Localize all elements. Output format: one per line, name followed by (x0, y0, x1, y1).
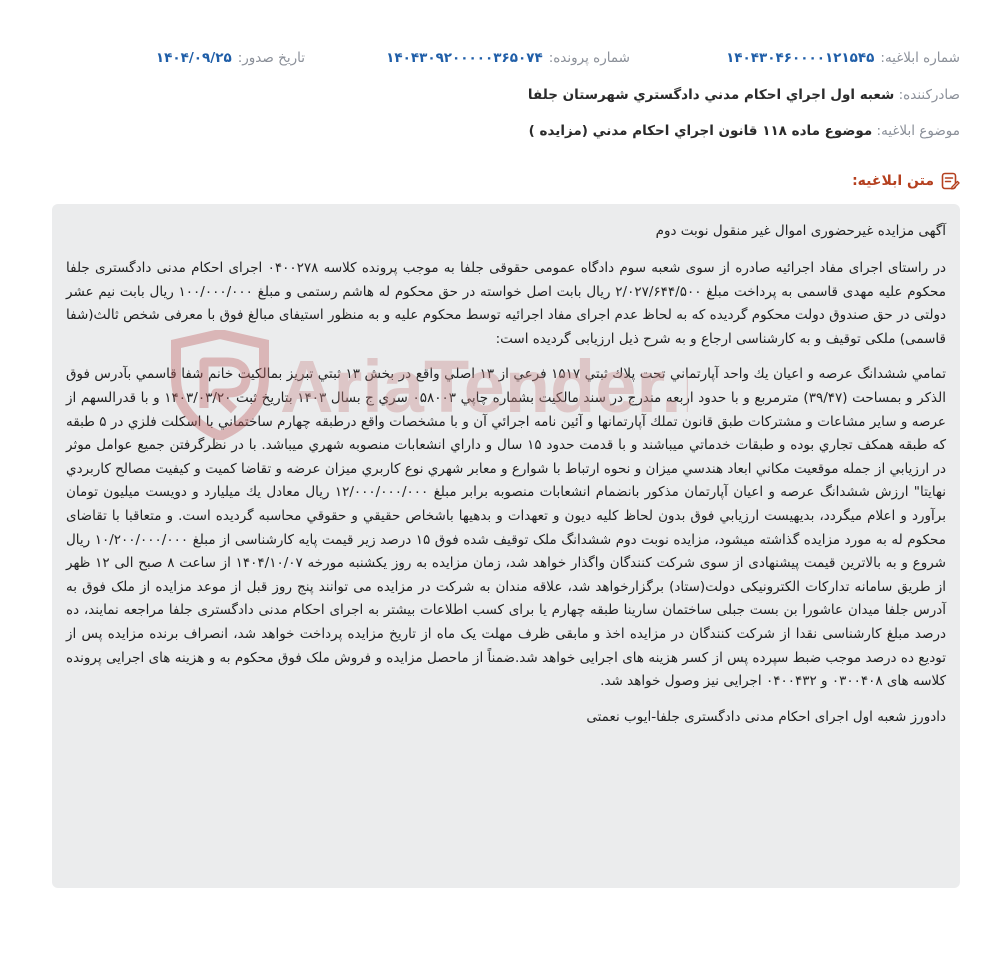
subject-value: موضوع ماده ۱۱۸ قانون اجراي احكام مدني (مزايده ) (528, 123, 873, 139)
notice-number-value: ۱۴۰۴۳۰۴۶۰۰۰۰۱۲۱۵۴۵ (726, 50, 875, 66)
case-number (386, 50, 630, 66)
notice-title: آگهی مزایده غیرحضوری اموال غیر منقول نوبت دوم (655, 223, 946, 239)
issuer-value: شعبه اول اجراي احكام مدني دادگستري شهرستان جلفا (527, 87, 895, 103)
document-edit-icon (940, 171, 960, 191)
notice-paragraph-1: در راستای اجرای مفاد اجرائیه صادره از سوی شعبه سوم دادگاه عمومی حقوقی جلفا به موجب پرونده کلاسه ۰۴۰۰۲۷۸ اجرای احکام مدنی دادگستری جلفا محکوم علیه مهدی قاسمی به پرداخت مبلغ ۲/۰۲۷/۶۴۴/۵۰۰ ریال بابت اصل خواسته در حق محکوم له هاشم رستمی و مبلغ ۱۰۰/۰۰۰/۰۰۰ ریال بابت نیم عشر دولتی در حق صندوق دولت محکوم گردیده که به لحاظ عدم اجرای مفاد اجرائیه توسط محکوم علیه و به منظور استیفای مبالغ فوق با معرفی شخص ثالث(شفا قاسمی) ملکی توقیف و به کارشناسی ارجاع و به شرح ذیل ارزیابی گردیده است: (66, 260, 946, 347)
subject-row (529, 123, 960, 139)
notice-number-label: شماره ابلاغیه: (880, 50, 960, 66)
subject-label: موضوع ابلاغیه: (876, 123, 960, 139)
watermark-text: AriaTender. (280, 345, 682, 428)
case-number-label: شماره پرونده: (548, 50, 630, 66)
notice-text-heading (852, 171, 960, 191)
issue-date-label: تاریخ صدور: (237, 50, 305, 66)
issuer-row (528, 87, 960, 103)
notice-paragraph-2: تمامي ششدانگ عرصه و اعيان يك واحد آپارتماني تحت پلاك ثبتي ۱۵۱۷ فرعي از ۱۳ اصلي واقع در بخش ۱۳ ثبتي تبريز بمالكيت خانم شفا قاسمي بآدرس فوق الذكر و بمساحت (۳۹/۴۷) مترمربع و با حدود اربعه مندرج در سند مالكيت بشماره چاپي ۰۵۸۰۰۳ سري ج بسال ۱۴۰۳ بتاريخ ثبت ۱۴۰۳/۰۳/۲۰ و با قدرالسهم از عرصه و ساير مشاعات و مشتركات طبق قانون تملك آپارتمانها و آئين نامه اجرائي آن و با مشخصات واقع درطبقه چهارم ساختماني با اسكلت فلزي در ۵ طبقه كه طبقه همكف تجاري بوده و طبقات خدماتي ميباشند و با قدمت حدود ۱۵ سال و داراي انشعابات منصوبه شهري ميباشد. با در نظرگرفتن جميع عوامل موثر در ارزيابي از جمله موقعيت مكاني ابعاد هندسي ميزان و نحوه ارتباط با شوارع و معابر شهري نوع كاربري ميزان عرضه و تقاضا كميت و كيفيت مصالح كاربردي نهايتا" ارزش ششدانگ عرصه و اعيان آپارتمان مذكور بانضمام انشعابات منصوبه برابر مبلغ ۱۲/۰۰۰/۰۰۰/۰۰۰ ريال معادل يك ميليارد و دويست ميليون تومان برآورد و اعلام ميگردد، بديهيست ارزيابي فوق بدون لحاظ كليه ديون و تعهدات و بدهيها باشخاص حقيقي و حقوقي محاسبه گرديده است. و متعاقبا با تقاضای محکوم له به مورد مزایده گذاشته میشود، مزایده نوبت دوم ششدانگ ملک توقیف شده فوق ۱۵ درصد زیر قیمت پایه کارشناسی از مبلغ ۱۰/۲۰۰/۰۰۰/۰۰۰ ریال شروع و به بالاترین قیمت پیشنهادی از سوی شرکت کنندگان واگذار خواهد شد، زمان مزایده به روز یکشنبه مورخه ۱۴۰۴/۱۰/۰۷ از ساعت ۸ صبح الی ۱۲ ظهر از طریق سامانه تدارکات الکترونیکی دولت(ستاد) برگزارخواهد شد، علاقه مندان به شرکت در مزایده می توانند پنج روز قبل از موعد مزایده از ملک فوق به آدرس جلفا میدان عاشورا بن بست جبلی ساختمان سارینا طبقه چهارم یا برای کسب اطلاعات بیشتر به اجرای احکام مدنی دادگستری جلفا مراجعه نمایند، ده درصد مبلغ کارشناسی نقدا از شرکت کنندگان در مزایده اخذ و مابقی ظرف مهلت یک ماه از تاریخ مزایده پرداخت خواهد شد، انصراف برنده مزایده پس از توديع ده درصد موجب ضبط سپرده پس از کسر هزینه های اجرایی خواهد شد.ضمناً از ماحصل مزایده و فروش ملک فوق محکوم به و هزینه های اجرایی پرونده کلاسه های ۰۳۰۰۴۰۸ و ۰۴۰۰۴۳۲ اجرایی نیز وصول خواهد شد. (66, 366, 947, 690)
case-number-value: ۱۴۰۴۳۰۹۲۰۰۰۰۰۳۶۵۰۷۴ (386, 50, 543, 66)
notice-signature: دادورز شعبه اول اجرای احکام مدنی دادگستری جلفا-ایوب نعمتی (586, 708, 946, 725)
issue-date (156, 50, 305, 66)
notice-number (726, 50, 960, 66)
issue-date-value: ۱۴۰۴/۰۹/۲۵ (155, 50, 232, 66)
header-meta-row (40, 50, 960, 70)
issuer-label: صادرکننده: (898, 87, 960, 103)
notice-text-label: متن ابلاغیه: (852, 173, 934, 189)
notice-text-panel (52, 204, 960, 888)
